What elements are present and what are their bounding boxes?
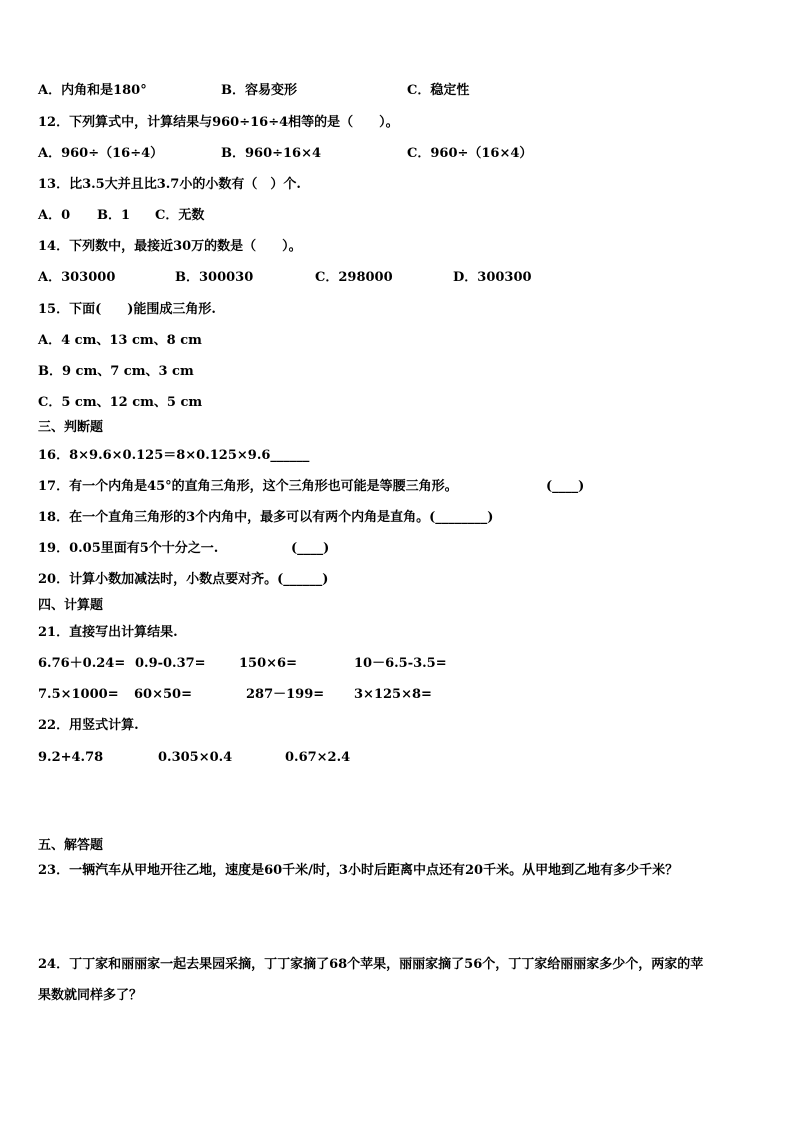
q12-stem: 12．下列算式中，计算结果与960÷16÷4相等的是（ ）。 [38,115,399,130]
q21-row-2 [38,687,794,703]
q11-option-a: A．内角和是180° [38,83,147,98]
q19 [38,541,794,557]
q21-item: 10－6.5-3.5= [354,656,447,671]
q21-item: 60×50= [134,687,192,702]
q12-option-c: C．960÷（16×4） [407,146,533,161]
q20-stem: 20．计算小数加减法时，小数点要对齐。(______) [38,572,329,587]
q19-blank: (____) [291,541,330,556]
q21-item: 3×125×8= [354,687,432,702]
q22-item: 0.305×0.4 [158,750,233,765]
q24-stem-line-2: 果数就同样多了？ [38,988,143,1003]
q18-stem: 18．在一个直角三角形的3个内角中，最多可以有两个内角是直角。(________) [38,510,494,525]
q14-option-b: B．300030 [175,270,254,285]
q17-blank: (____) [546,479,585,494]
q22-items [38,750,794,766]
q13-options [38,208,794,224]
q21-item: 150×6= [239,656,297,671]
q24-stem-line-1: 24．丁丁家和丽丽家一起去果园采摘，丁丁家摘了68个苹果，丽丽家摘了56个，丁丁家给丽丽家多少个，两家的苹 [38,957,704,972]
q16-stem: 16．8×9.6×0.125＝8×0.125×9.6______ [38,448,310,463]
q15-stem: 15．下面( )能围成三角形. [38,302,216,317]
q21-stem: 21．直接写出计算结果. [38,625,178,640]
q13-option-c: C．无数 [155,208,205,223]
q12-options [38,146,794,162]
q12-option-b: B．960÷16×4 [221,146,322,161]
q17-stem: 17．有一个内角是45°的直角三角形，这个三角形也可能是等腰三角形。 [38,479,458,494]
q14-option-d: D．300300 [453,270,532,285]
q13-option-a: A．0 [38,208,71,223]
q22-item: 0.67×2.4 [285,750,351,765]
q15-option-a: A．4 cm、13 cm、8 cm [38,333,202,348]
q11-option-c: C．稳定性 [407,83,470,98]
q14-option-c: C．298000 [315,270,393,285]
q21-item: 7.5×1000= [38,687,119,702]
q19-stem: 19．0.05里面有5个十分之一. [38,541,219,556]
q14-options [38,270,794,286]
q15-option-b: B．9 cm、7 cm、3 cm [38,364,194,379]
q13-option-b: B．1 [97,208,131,223]
q21-item: 0.9-0.37= [135,656,206,671]
section-heading-calculation: 四、计算题 [38,598,104,613]
q17 [38,479,794,495]
q12-option-a: A．960÷（16÷4） [38,146,164,161]
section-heading-word-problems: 五、解答题 [38,838,104,853]
q13-stem: 13．比3.5大并且比3.7小的小数有（ ）个. [38,177,301,192]
q11-option-b: B．容易变形 [221,83,297,98]
q21-item: 287－199= [246,687,325,702]
q11-options [38,83,794,99]
q21-row-1 [38,656,794,672]
q14-stem: 14．下列数中，最接近30万的数是（ ）。 [38,239,302,254]
q23-stem: 23．一辆汽车从甲地开往乙地，速度是60千米/时，3小时后距离中点还有20千米。从甲地到乙地有多少千米？ [38,863,679,878]
q22-stem: 22．用竖式计算. [38,718,139,733]
q14-option-a: A．303000 [38,270,116,285]
q22-item: 9.2+4.78 [38,750,104,765]
q15-option-c: C．5 cm、12 cm、5 cm [38,395,203,410]
section-heading-judgement: 三、判断题 [38,420,104,435]
q21-item: 6.76＋0.24= [38,656,126,671]
